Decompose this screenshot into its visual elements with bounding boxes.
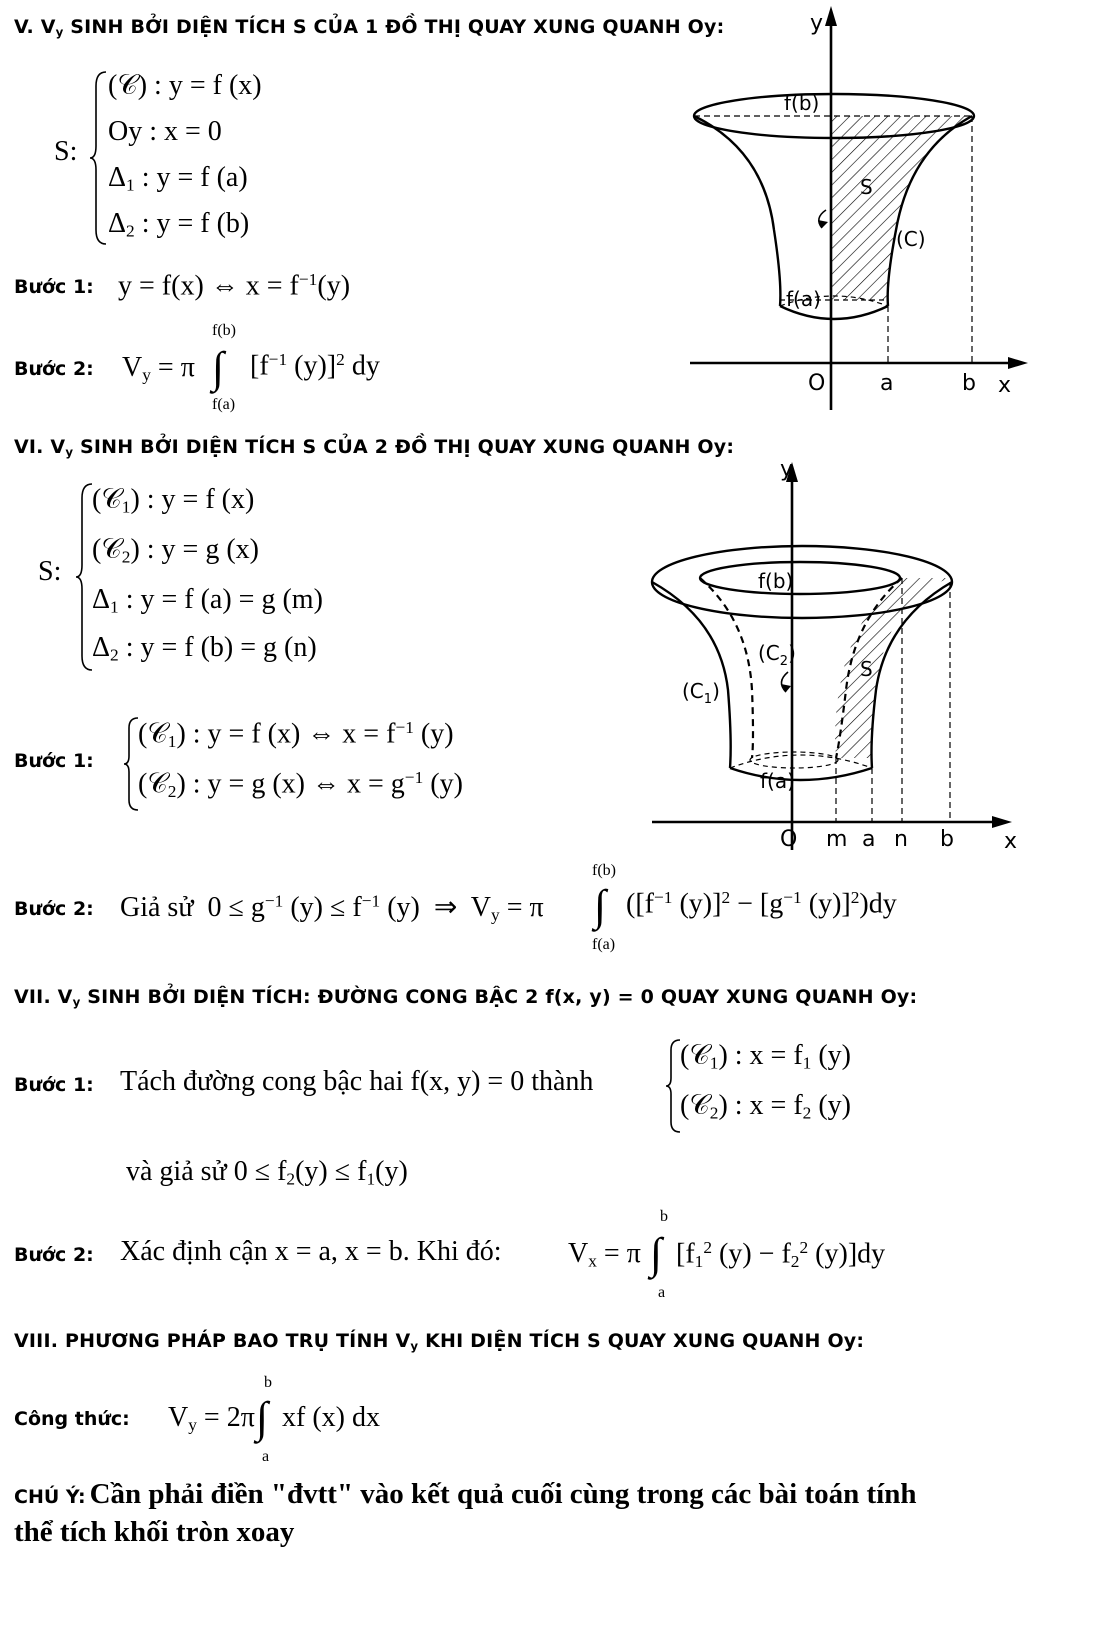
s7-step1-text: Tách đường cong bậc hai f(x, y) = 0 thành bbox=[120, 1066, 594, 1097]
s7-eq-c2: (𝒞$_2$) : $x = f_2$ (y) bbox=[680, 1090, 852, 1123]
s7-upper-limit: b bbox=[660, 1208, 668, 1225]
fig2-label-fa: f(a) bbox=[760, 769, 795, 793]
figure-1-solid-of-revolution bbox=[660, 0, 1040, 420]
s5-step1-label: Bước 1: bbox=[14, 276, 94, 298]
s6-integral-sign: ∫ bbox=[594, 881, 607, 930]
fig1-label-a: a bbox=[880, 371, 894, 396]
fig2-outer-left-curve bbox=[652, 582, 731, 768]
fig2-label-fb: f(b) bbox=[758, 569, 794, 593]
s7-step2-formula: $V_x = \pi$ bbox=[568, 1238, 641, 1271]
figure-2-solid-of-revolution bbox=[640, 450, 1040, 860]
fig2-label-b: b bbox=[940, 827, 954, 852]
s6-step2-assume: Giả sử $0 \le g^{-1}$ $(y) \le f^{-1}$ (y) ⇒ $V_y = \pi$ bbox=[120, 891, 544, 925]
s5-step2-formula: $V_y = \pi$ bbox=[122, 352, 195, 385]
s6-step1-c2: (𝒞$_2$) : y = g (x) ⇔ $x = g^{-1}$ (y) bbox=[138, 768, 463, 801]
fig2-label-y: y bbox=[780, 457, 794, 482]
note-line-1: CHÚ Ý: Cần phải điền "đvtt" vào kết quả cuối cùng trong các bài toán tính bbox=[14, 1478, 917, 1510]
s7-assumption: và giả sử $0 \le f_2(y) \le f_1(y)$ bbox=[126, 1156, 408, 1189]
fig2-label-n: n bbox=[894, 827, 908, 852]
s8-formula: $V_y = 2\pi$ bbox=[168, 1402, 255, 1435]
note-line-2: thể tích khối tròn xoay bbox=[14, 1516, 295, 1548]
s5-system-label: S: bbox=[54, 136, 78, 167]
fig2-label-x: x bbox=[1004, 829, 1018, 854]
fig1-label-x: x bbox=[998, 373, 1012, 398]
s5-eq-curve: (𝒞) : y = f (x) bbox=[108, 70, 262, 101]
fig2-inner-top-ellipse bbox=[700, 562, 900, 594]
s6-system-label: S: bbox=[38, 556, 62, 587]
s8-lower-limit: a bbox=[262, 1448, 270, 1465]
s7-integral-sign: ∫ bbox=[650, 1229, 663, 1278]
fig1-label-b: b bbox=[962, 371, 976, 396]
s7-integrand: [$f_1^2$ $(y) - f_2^2$ (y)]dy bbox=[676, 1238, 886, 1271]
s8-integrand: xf (x) dx bbox=[282, 1402, 380, 1433]
s5-eq-delta2: $\Delta_2$ : y = f (b) bbox=[108, 208, 250, 241]
fig2-inner-left-curve bbox=[700, 578, 753, 758]
fig2-label-a: a bbox=[862, 827, 876, 852]
fig2-label-c2: $(C_2)$ bbox=[758, 641, 796, 669]
s8-integral-sign: ∫ bbox=[256, 1393, 269, 1442]
s7-step2-label: Bước 2: bbox=[14, 1244, 94, 1266]
s7-lower-limit: a bbox=[658, 1284, 666, 1301]
s6-step1-c1: (𝒞$_1$) : y = f (x) ⇔ $x = f^{-1}$ (y) bbox=[138, 718, 454, 751]
s5-upper-limit: f(b) bbox=[212, 322, 236, 339]
fig2-label-m: m bbox=[826, 827, 848, 852]
s6-eq-delta2: $\Delta_2$ : y = f (b) = g (n) bbox=[92, 632, 317, 665]
s5-system-brace bbox=[88, 70, 110, 246]
s7-step1-label: Bước 1: bbox=[14, 1074, 94, 1096]
s5-integral-sign: ∫ bbox=[212, 343, 225, 392]
fig2-label-origin: O bbox=[780, 827, 798, 852]
s6-upper-limit: f(b) bbox=[592, 862, 616, 879]
s5-eq-oy: Oy : x = 0 bbox=[108, 116, 222, 147]
s8-formula-label: Công thức: bbox=[14, 1408, 130, 1430]
s5-lower-limit: f(a) bbox=[212, 396, 236, 413]
fig1-label-origin: O bbox=[808, 371, 826, 396]
s7-step2-text: Xác định cận x = a, x = b. Khi đó: bbox=[120, 1236, 502, 1267]
s6-eq-c1: (𝒞$_1$) : y = f (x) bbox=[92, 484, 255, 517]
fig1-label-fb: f(b) bbox=[784, 91, 820, 115]
fig1-label-s: S bbox=[860, 175, 873, 199]
fig1-label-fa: f(a) bbox=[786, 287, 821, 311]
s7-eq-c1: (𝒞$_1$) : $x = f_1$ (y) bbox=[680, 1040, 852, 1073]
note-label: CHÚ Ý: bbox=[14, 1486, 86, 1508]
s6-eq-delta1: $\Delta_1$ : y = f (a) = g (m) bbox=[92, 584, 323, 617]
s5-step1-formula: y = f(x) ⇔ $x = f^{-1}(y)$ bbox=[118, 270, 351, 302]
section-v-title: V. $V_y$ SINH BỞI DIỆN TÍCH S CỦA 1 ĐỒ THỊ QUAY XUNG QUANH Oy: bbox=[14, 16, 725, 39]
s6-lower-limit: f(a) bbox=[592, 936, 616, 953]
s6-step2-label: Bước 2: bbox=[14, 898, 94, 920]
section-vii-title: VII. $V_y$ SINH BỞI DIỆN TÍCH: ĐƯỜNG CONG BẬC 2 f(x, y) = 0 QUAY XUNG QUANH Oy: bbox=[14, 986, 918, 1009]
s5-integrand: [$f^{-1}$ (y)]$^2$ dy bbox=[250, 350, 380, 382]
fig1-left-curve bbox=[694, 116, 780, 306]
fig2-label-s: S bbox=[860, 657, 873, 681]
fig2-shaded-region bbox=[835, 578, 950, 758]
s5-eq-delta1: $\Delta_1$ : y = f (a) bbox=[108, 162, 248, 195]
s6-eq-c2: (𝒞$_2$) : y = g (x) bbox=[92, 534, 259, 567]
fig1-label-y: y bbox=[810, 11, 824, 36]
fig1-label-curve: (C) bbox=[896, 227, 926, 251]
section-viii-title: VIII. PHƯƠNG PHÁP BAO TRỤ TÍNH $V_y$ KHI DIỆN TÍCH S QUAY XUNG QUANH Oy: bbox=[14, 1330, 865, 1353]
s5-step2-label: Bước 2: bbox=[14, 358, 94, 380]
s6-integrand: ([$f^{-1}$ $(y)]^2 - [g^{-1}$ (y)]$^2$)dy bbox=[626, 888, 897, 920]
s8-upper-limit: b bbox=[264, 1374, 272, 1391]
fig2-label-c1: $(C_1)$ bbox=[682, 679, 720, 707]
section-vi-title: VI. $V_y$ SINH BỞI DIỆN TÍCH S CỦA 2 ĐỒ THỊ QUAY XUNG QUANH Oy: bbox=[14, 436, 735, 459]
s6-step1-label: Bước 1: bbox=[14, 750, 94, 772]
